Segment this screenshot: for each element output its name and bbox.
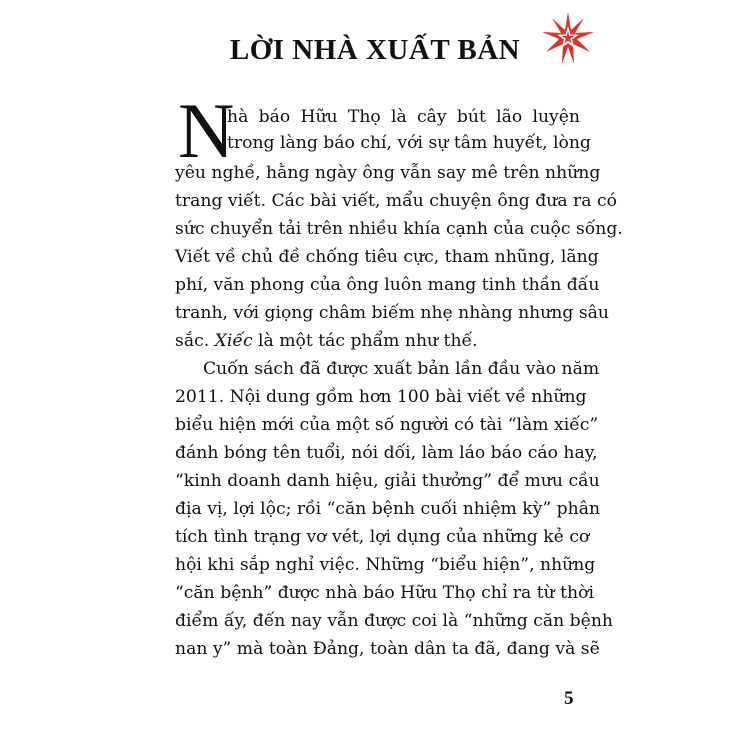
- text-line: nan y” mà toàn Đảng, toàn dân ta đã, đang và sẽ: [175, 639, 600, 659]
- text-line: Viết về chủ đề chống tiêu cực, tham nhũng, lãng: [175, 247, 599, 267]
- text-line: địa vị, lợi lộc; rồi “căn bệnh cuối nhiệm kỳ” phân: [175, 499, 601, 519]
- book-title-italic: Xiếc: [214, 331, 253, 351]
- text-fragment: là một tác phẩm như thế.: [258, 331, 478, 351]
- text-line: tranh, với giọng châm biếm nhẹ nhàng nhưng sâu: [175, 303, 609, 323]
- text-line: [175, 328, 478, 354]
- text-line: hội khi sắp nghỉ việc. Những “biểu hiện”, những: [175, 555, 596, 575]
- text-line: hà báo Hữu Thọ là cây bút lão luyện: [227, 107, 580, 127]
- text-line: biểu hiện mới của một số người có tài “làm xiếc”: [175, 415, 599, 435]
- text-line: yêu nghề, hằng ngày ông vẫn say mê trên những: [175, 163, 601, 183]
- text-line: “căn bệnh” được nhà báo Hữu Thọ chỉ ra từ thời: [175, 583, 594, 603]
- text-line: trong làng báo chí, với sự tâm huyết, lòng: [227, 133, 591, 153]
- text-line: điểm ấy, đến nay vẫn được coi là “những căn bệnh: [175, 611, 613, 631]
- text-line: Cuốn sách đã được xuất bản lần đầu vào năm: [203, 359, 600, 379]
- text-line: 2011. Nội dung gồm hơn 100 bài viết về những: [175, 387, 587, 407]
- text-line: tích tình trạng vơ vét, lợi dụng của những kẻ cơ: [175, 527, 590, 547]
- page-number: 5: [564, 688, 574, 709]
- text-line: “kinh doanh danh hiệu, giải thưởng” để mưu cầu: [175, 471, 600, 491]
- drop-cap: N: [178, 87, 235, 174]
- text-line: đánh bóng tên tuổi, nói dối, làm láo báo cáo hay,: [175, 443, 598, 463]
- text-line: phí, văn phong của ông luôn mang tinh thần đấu: [175, 275, 600, 295]
- text-line: trang viết. Các bài viết, mẩu chuyện ông đưa ra có: [175, 191, 617, 211]
- page-title: LỜI NHÀ XUẤT BẢN: [229, 34, 521, 66]
- text-line: sức chuyển tải trên nhiều khía cạnh của cuộc sống.: [175, 219, 623, 239]
- text-fragment: sắc.: [175, 331, 210, 351]
